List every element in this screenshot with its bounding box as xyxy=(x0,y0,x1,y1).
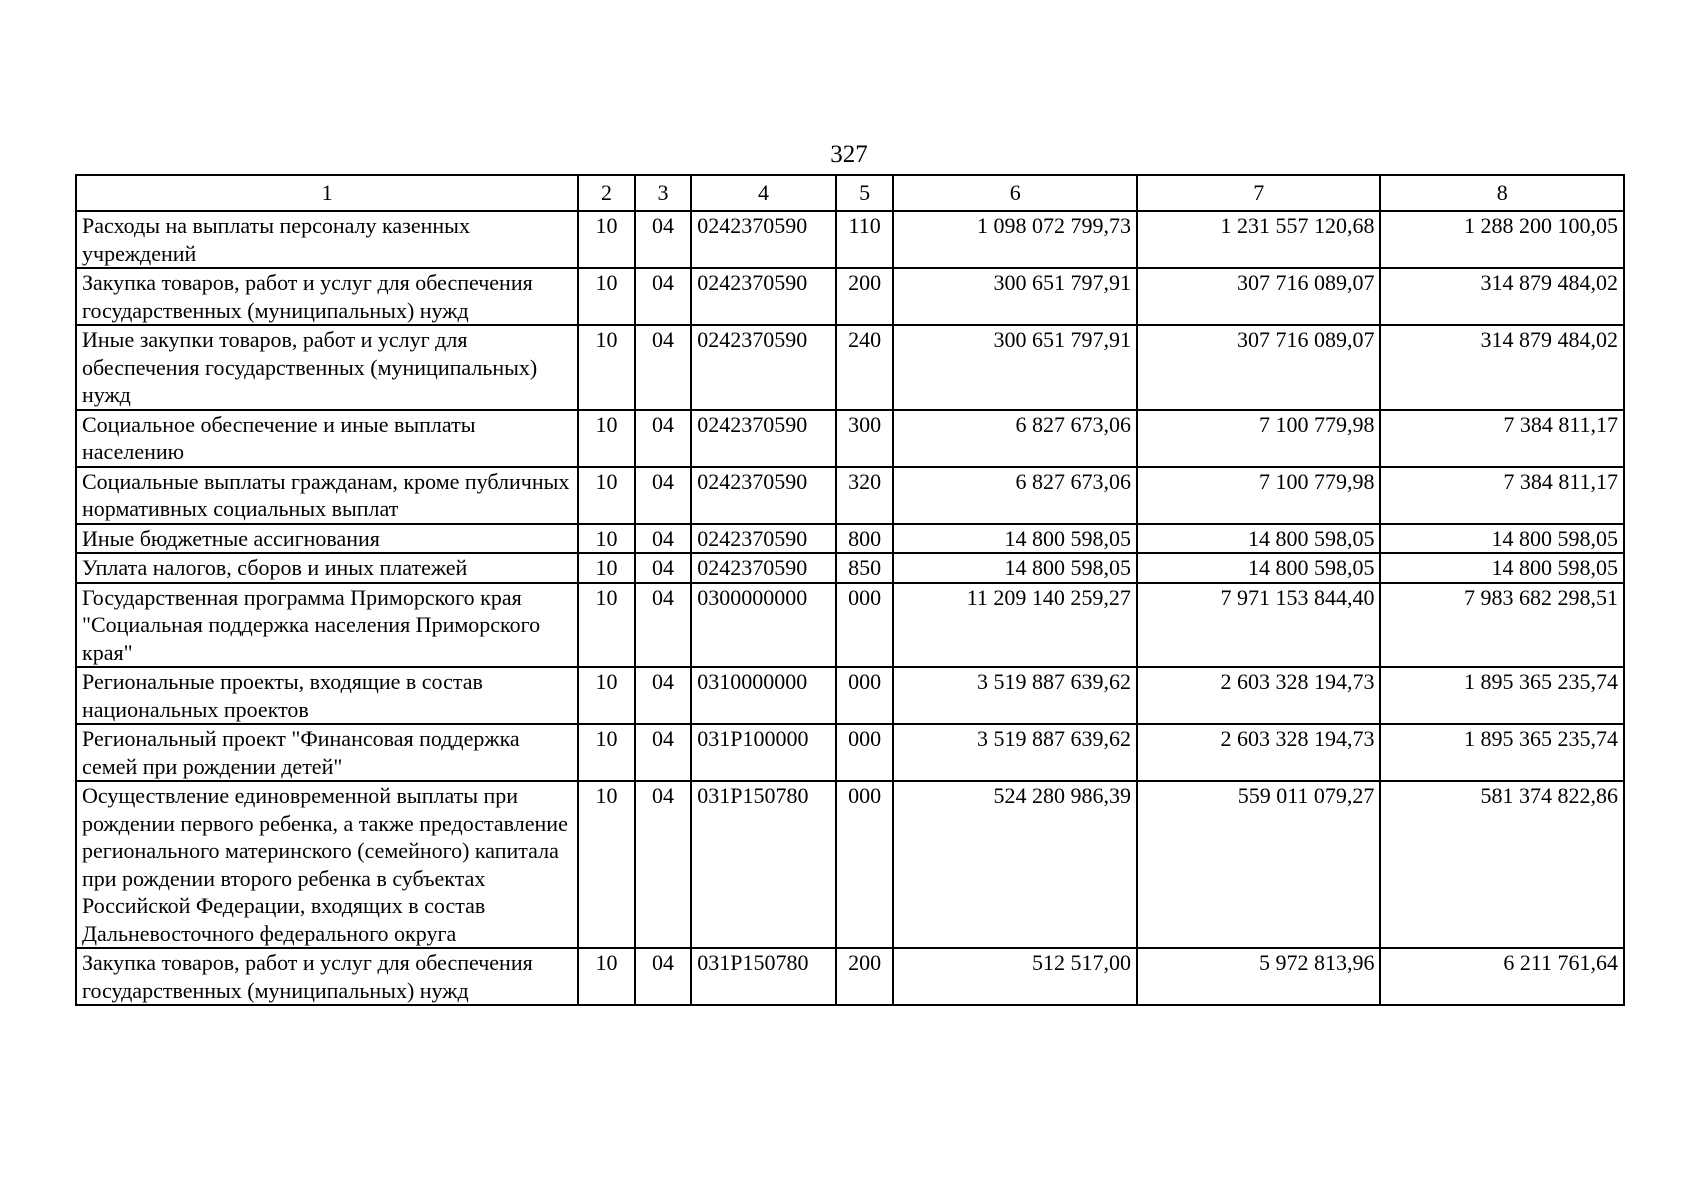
amount-year3-cell: 1 895 365 235,74 xyxy=(1380,724,1624,781)
subsection-cell: 04 xyxy=(635,467,692,524)
amount-year3-cell: 7 983 682 298,51 xyxy=(1380,583,1624,668)
expense-type-cell: 000 xyxy=(836,583,894,668)
expense-type-cell: 320 xyxy=(836,467,894,524)
section-cell: 10 xyxy=(578,583,635,668)
subsection-cell: 04 xyxy=(635,268,692,325)
expense-type-cell: 300 xyxy=(836,410,894,467)
amount-year3-cell: 314 879 484,02 xyxy=(1380,268,1624,325)
table-row xyxy=(76,583,1624,668)
target-code-cell: 0242370590 xyxy=(691,524,836,554)
amount-year1-cell: 3 519 887 639,62 xyxy=(893,724,1137,781)
amount-year1-cell: 300 651 797,91 xyxy=(893,268,1137,325)
subsection-cell: 04 xyxy=(635,583,692,668)
expense-type-cell: 000 xyxy=(836,667,894,724)
section-cell: 10 xyxy=(578,667,635,724)
expense-type-cell: 200 xyxy=(836,268,894,325)
expense-name-cell: Социальное обеспечение и иные выплаты населению xyxy=(76,410,578,467)
column-header-4: 4 xyxy=(691,175,836,211)
amount-year2-cell: 2 603 328 194,73 xyxy=(1137,724,1381,781)
target-code-cell: 0242370590 xyxy=(691,553,836,583)
subsection-cell: 04 xyxy=(635,781,692,948)
expense-name-cell: Иные закупки товаров, работ и услуг для обеспечения государственных (муниципальных) нужд xyxy=(76,325,578,410)
column-header-8: 8 xyxy=(1380,175,1624,211)
section-cell: 10 xyxy=(578,781,635,948)
expense-name-cell: Закупка товаров, работ и услуг для обеспечения государственных (муниципальных) нужд xyxy=(76,268,578,325)
table-row xyxy=(76,467,1624,524)
expense-type-cell: 800 xyxy=(836,524,894,554)
expense-name-cell: Уплата налогов, сборов и иных платежей xyxy=(76,553,578,583)
amount-year3-cell: 314 879 484,02 xyxy=(1380,325,1624,410)
subsection-cell: 04 xyxy=(635,724,692,781)
table-row xyxy=(76,553,1624,583)
amount-year2-cell: 7 100 779,98 xyxy=(1137,467,1381,524)
target-code-cell: 0242370590 xyxy=(691,467,836,524)
section-cell: 10 xyxy=(578,268,635,325)
section-cell: 10 xyxy=(578,467,635,524)
amount-year2-cell: 2 603 328 194,73 xyxy=(1137,667,1381,724)
amount-year2-cell: 559 011 079,27 xyxy=(1137,781,1381,948)
table-header xyxy=(76,175,1624,211)
column-header-5: 5 xyxy=(836,175,894,211)
subsection-cell: 04 xyxy=(635,325,692,410)
table-row xyxy=(76,724,1624,781)
table-row xyxy=(76,268,1624,325)
expense-type-cell: 850 xyxy=(836,553,894,583)
section-cell: 10 xyxy=(578,724,635,781)
subsection-cell: 04 xyxy=(635,667,692,724)
expense-type-cell: 200 xyxy=(836,948,894,1005)
target-code-cell: 0242370590 xyxy=(691,211,836,268)
table-row xyxy=(76,524,1624,554)
expense-type-cell: 240 xyxy=(836,325,894,410)
target-code-cell: 0310000000 xyxy=(691,667,836,724)
section-cell: 10 xyxy=(578,325,635,410)
expense-name-cell: Региональные проекты, входящие в состав национальных проектов xyxy=(76,667,578,724)
target-code-cell: 031P150780 xyxy=(691,948,836,1005)
amount-year1-cell: 512 517,00 xyxy=(893,948,1137,1005)
target-code-cell: 031P100000 xyxy=(691,724,836,781)
expense-name-cell: Социальные выплаты гражданам, кроме публичных нормативных социальных выплат xyxy=(76,467,578,524)
budget-table xyxy=(75,174,1625,1006)
section-cell: 10 xyxy=(578,211,635,268)
column-header-1: 1 xyxy=(76,175,578,211)
amount-year1-cell: 6 827 673,06 xyxy=(893,467,1137,524)
expense-type-cell: 110 xyxy=(836,211,894,268)
amount-year3-cell: 7 384 811,17 xyxy=(1380,410,1624,467)
target-code-cell: 0300000000 xyxy=(691,583,836,668)
table-row xyxy=(76,667,1624,724)
target-code-cell: 031P150780 xyxy=(691,781,836,948)
amount-year2-cell: 5 972 813,96 xyxy=(1137,948,1381,1005)
expense-name-cell: Осуществление единовременной выплаты при рождении первого ребенка, а также предоставление регионального материнского (семейного) капитала при рождении второго ребенка в субъектах Российской Федерации, входящих в состав Дальневосточного федерального округа xyxy=(76,781,578,948)
amount-year2-cell: 7 971 153 844,40 xyxy=(1137,583,1381,668)
column-header-7: 7 xyxy=(1137,175,1381,211)
expense-name-cell: Иные бюджетные ассигнования xyxy=(76,524,578,554)
section-cell: 10 xyxy=(578,524,635,554)
expense-name-cell: Государственная программа Приморского края "Социальная поддержка населения Приморского края" xyxy=(76,583,578,668)
section-cell: 10 xyxy=(578,410,635,467)
column-header-2: 2 xyxy=(578,175,635,211)
target-code-cell: 0242370590 xyxy=(691,325,836,410)
subsection-cell: 04 xyxy=(635,211,692,268)
table-row xyxy=(76,410,1624,467)
target-code-cell: 0242370590 xyxy=(691,410,836,467)
amount-year1-cell: 3 519 887 639,62 xyxy=(893,667,1137,724)
amount-year3-cell: 7 384 811,17 xyxy=(1380,467,1624,524)
amount-year3-cell: 14 800 598,05 xyxy=(1380,553,1624,583)
table-row xyxy=(76,211,1624,268)
amount-year1-cell: 14 800 598,05 xyxy=(893,524,1137,554)
target-code-cell: 0242370590 xyxy=(691,268,836,325)
table-row xyxy=(76,781,1624,948)
table-row xyxy=(76,325,1624,410)
amount-year3-cell: 6 211 761,64 xyxy=(1380,948,1624,1005)
amount-year3-cell: 14 800 598,05 xyxy=(1380,524,1624,554)
amount-year1-cell: 14 800 598,05 xyxy=(893,553,1137,583)
table-body xyxy=(76,211,1624,1005)
amount-year2-cell: 307 716 089,07 xyxy=(1137,268,1381,325)
amount-year2-cell: 7 100 779,98 xyxy=(1137,410,1381,467)
amount-year2-cell: 1 231 557 120,68 xyxy=(1137,211,1381,268)
amount-year1-cell: 300 651 797,91 xyxy=(893,325,1137,410)
expense-name-cell: Региональный проект "Финансовая поддержка семей при рождении детей" xyxy=(76,724,578,781)
amount-year2-cell: 14 800 598,05 xyxy=(1137,524,1381,554)
subsection-cell: 04 xyxy=(635,524,692,554)
subsection-cell: 04 xyxy=(635,948,692,1005)
expense-name-cell: Расходы на выплаты персоналу казенных учреждений xyxy=(76,211,578,268)
subsection-cell: 04 xyxy=(635,553,692,583)
page-number: 327 xyxy=(830,141,868,168)
subsection-cell: 04 xyxy=(635,410,692,467)
amount-year1-cell: 524 280 986,39 xyxy=(893,781,1137,948)
section-cell: 10 xyxy=(578,553,635,583)
expense-type-cell: 000 xyxy=(836,781,894,948)
amount-year2-cell: 14 800 598,05 xyxy=(1137,553,1381,583)
amount-year1-cell: 11 209 140 259,27 xyxy=(893,583,1137,668)
expense-name-cell: Закупка товаров, работ и услуг для обеспечения государственных (муниципальных) нужд xyxy=(76,948,578,1005)
amount-year3-cell: 1 895 365 235,74 xyxy=(1380,667,1624,724)
amount-year1-cell: 6 827 673,06 xyxy=(893,410,1137,467)
table-row xyxy=(76,948,1624,1005)
section-cell: 10 xyxy=(578,948,635,1005)
amount-year3-cell: 581 374 822,86 xyxy=(1380,781,1624,948)
amount-year3-cell: 1 288 200 100,05 xyxy=(1380,211,1624,268)
header-row xyxy=(76,175,1624,211)
amount-year2-cell: 307 716 089,07 xyxy=(1137,325,1381,410)
column-header-6: 6 xyxy=(893,175,1137,211)
amount-year1-cell: 1 098 072 799,73 xyxy=(893,211,1137,268)
column-header-3: 3 xyxy=(635,175,692,211)
expense-type-cell: 000 xyxy=(836,724,894,781)
